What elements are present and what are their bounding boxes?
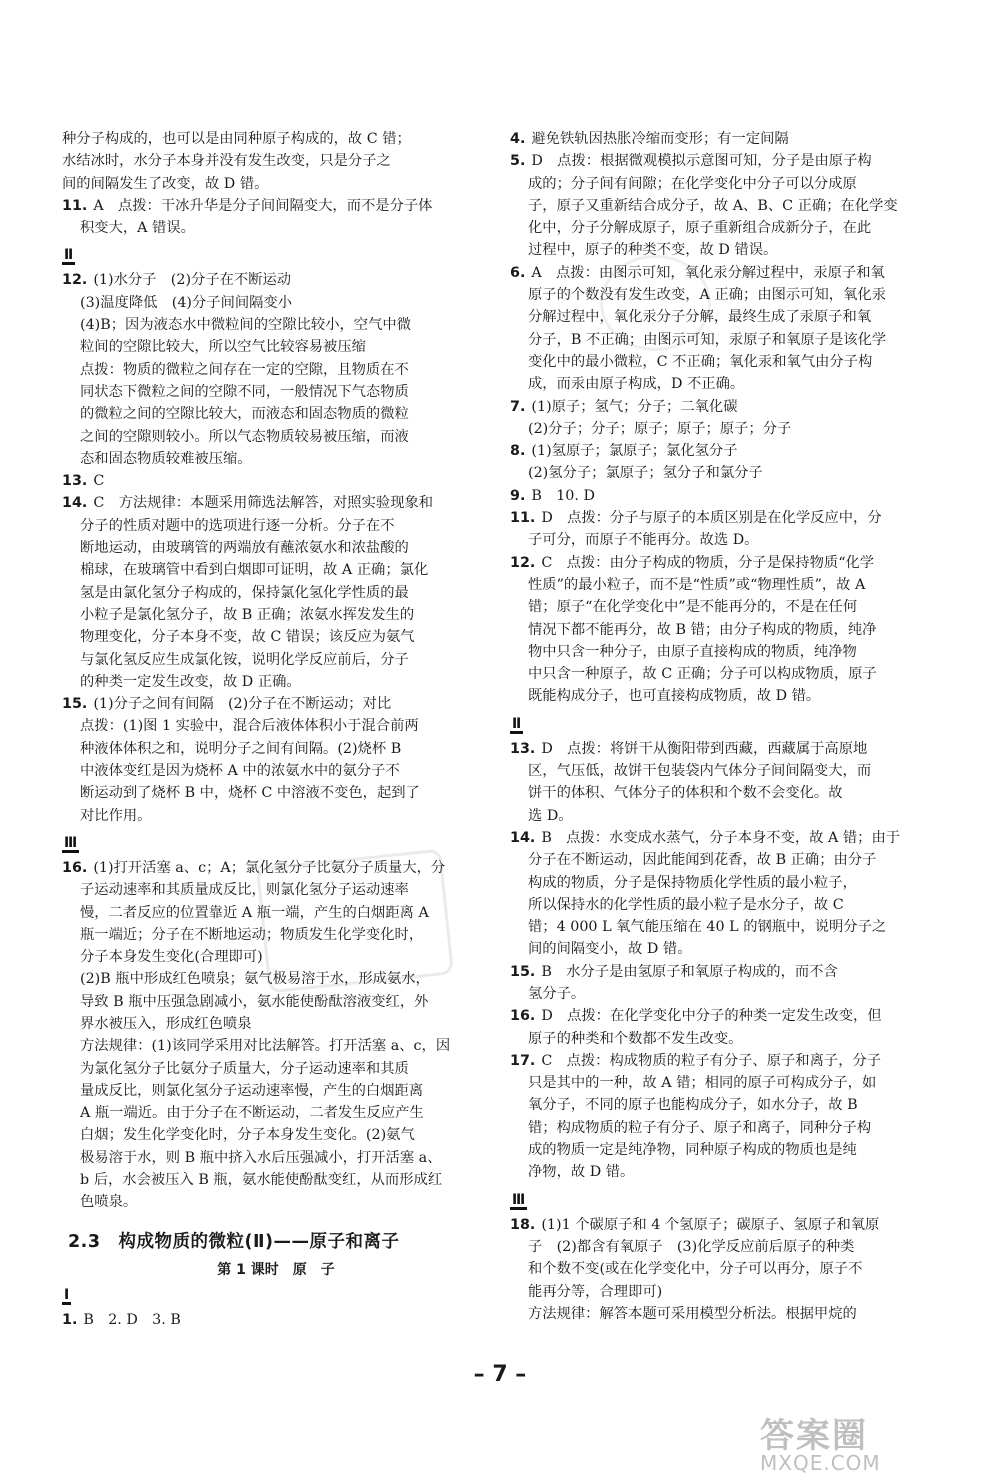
text-line xyxy=(62,559,490,581)
text-line xyxy=(510,1214,940,1236)
line-text: 中液体变红是因为烧杯 A 中的浓氨水中的氨分子不 xyxy=(80,763,400,780)
line-text: 极易溶于水，则 B 瓶中挤入水后压强减小，打开活塞 a、 xyxy=(80,1149,442,1166)
text-line xyxy=(62,738,490,760)
line-text: 同状态下微粒之间的空隙不同，一般情况下气态物质 xyxy=(80,383,409,400)
answer-number: 15. xyxy=(510,963,536,980)
answer-number: 11. xyxy=(510,510,536,527)
line-text: D 点拨：将饼干从衡阳带到西藏，西藏属于高原地 xyxy=(541,740,868,757)
right-column xyxy=(510,128,940,1325)
level-marker xyxy=(510,1190,940,1210)
level-marker xyxy=(510,714,940,734)
line-text: 瓶一端近；分子在不断地运动；物质发生化学变化时， xyxy=(80,926,424,943)
line-text: 点拨：(1)图 1 实验中，混合后液体体积小于混合前两 xyxy=(80,718,419,735)
level-label: Ⅲ xyxy=(64,834,78,851)
text-line xyxy=(62,381,490,403)
line-text: 方法规律：(1)该同学采用对比法解答。打开活塞 a、c，因 xyxy=(80,1038,451,1055)
line-text: 错；原子“在化学变化中”是不能再分的，不是在任何 xyxy=(528,599,858,616)
text-line xyxy=(510,529,940,551)
answer-number: 7. xyxy=(510,398,526,415)
answer-item xyxy=(510,262,940,396)
section-title: 2.3 构成物质的微粒(Ⅱ)——原子和离子 xyxy=(68,1231,400,1252)
text-line xyxy=(510,805,940,827)
text-line xyxy=(62,470,490,492)
line-text: 原子的种类和个数都不发生改变。 xyxy=(528,1030,743,1047)
line-text: 变化中的最小微粒，C 不正确；氧化汞和氧气由分子构 xyxy=(528,353,873,370)
text-line xyxy=(510,351,940,373)
line-text: C xyxy=(93,473,105,490)
level-label: Ⅱ xyxy=(64,247,74,264)
text-line xyxy=(510,827,940,849)
text-line xyxy=(62,492,490,514)
text-block xyxy=(62,128,490,195)
text-line xyxy=(510,217,940,239)
text-line xyxy=(510,760,940,782)
line-text: 慢，二者反应的位置靠近 A 瓶一端，产生的白烟距离 A xyxy=(80,904,429,921)
line-text: (2)氢分子；氯原子；氢分子和氯分子 xyxy=(528,465,763,482)
line-text: 粒间的空隙比较大，所以空气比较容易被压缩 xyxy=(80,339,366,356)
text-line xyxy=(510,306,940,328)
answer-item xyxy=(510,485,940,507)
text-line xyxy=(62,649,490,671)
text-line xyxy=(62,693,490,715)
text-line xyxy=(510,1050,940,1072)
line-text: 方法规律：解答本题可采用模型分析法。根据甲烷的 xyxy=(528,1305,857,1322)
text-line xyxy=(62,604,490,626)
line-text: 与氯化氢反应生成氯化铵，说明化学反应前后，分子 xyxy=(80,651,409,668)
text-line xyxy=(62,582,490,604)
answer-item xyxy=(510,552,940,708)
text-line xyxy=(62,448,490,470)
text-line xyxy=(62,760,490,782)
line-text: B 水分子是由氢原子和氧原子构成的，而不含 xyxy=(541,963,838,980)
text-line xyxy=(510,685,940,707)
answer-item xyxy=(510,827,940,961)
line-text: 成，而汞由原子构成，D 不正确。 xyxy=(528,376,745,393)
answer-number: 16. xyxy=(62,859,88,876)
line-text: 避免铁轨因热胀冷缩而变形；有一定间隔 xyxy=(531,131,789,147)
answer-item xyxy=(510,738,940,827)
answer-number: 18. xyxy=(510,1216,536,1233)
text-line xyxy=(510,195,940,217)
text-line xyxy=(62,359,490,381)
answer-number: 4. xyxy=(510,131,526,147)
line-text: 中只含一种原子，故 C 正确；分子可以构成物质，原子 xyxy=(528,666,877,683)
text-line xyxy=(510,596,940,618)
line-text: 错；4 000 L 氧气能压缩在 40 L 的钢瓶中，说明分子之 xyxy=(528,919,887,936)
text-line xyxy=(510,849,940,871)
text-line xyxy=(510,239,940,261)
text-line xyxy=(510,938,940,960)
text-line xyxy=(510,1094,940,1116)
text-line xyxy=(62,403,490,425)
level-label: Ⅲ xyxy=(512,1191,526,1208)
text-line xyxy=(510,507,940,529)
text-line xyxy=(62,1191,490,1213)
text-line xyxy=(62,292,490,314)
line-text: B 2. D 3. B xyxy=(83,1311,181,1328)
line-text: C 方法规律：本题采用筛选法解答，对照实验现象和 xyxy=(93,495,434,512)
text-line xyxy=(62,991,490,1013)
answer-item xyxy=(510,396,940,441)
answer-number: 11. xyxy=(62,197,88,214)
text-line xyxy=(510,1117,940,1139)
line-text: 错；构成物质的粒子有分子、原子和离子，同种分子构 xyxy=(528,1119,872,1136)
line-text: 点拨：物质的微粒之间存在一定的空隙，且物质在不 xyxy=(80,361,409,378)
text-line xyxy=(510,872,940,894)
answer-item xyxy=(510,1214,940,1325)
line-text: 小粒子是氯化氢分子，故 B 正确；浓氨水挥发发生的 xyxy=(80,606,415,623)
line-text: 原子的个数没有发生改变，A 正确；由图示可知，氧化汞 xyxy=(528,287,886,304)
text-line xyxy=(62,537,490,559)
line-text: 之间的空隙则较小。所以气态物质较易被压缩，而液 xyxy=(80,428,409,445)
text-line xyxy=(62,1147,490,1169)
answer-number: 14. xyxy=(62,495,88,512)
line-text: 子运动速率和其质量成反比，则氯化氢分子运动速率 xyxy=(80,882,409,899)
line-text: 水结冰时，水分子本身并没有发生改变，只是分子之 xyxy=(62,153,391,170)
answer-number: 13. xyxy=(510,740,536,757)
line-text: C 点拨：构成物质的粒子有分子、原子和离子，分子 xyxy=(541,1052,882,1069)
line-text: A 点拨：由图示可知，氧化汞分解过程中，汞原子和氧 xyxy=(531,264,885,281)
line-text: 过程中，原子的种类不变，故 D 错误。 xyxy=(528,242,778,259)
answer-item xyxy=(510,128,940,150)
line-text: 积变大，A 错误。 xyxy=(80,220,195,237)
lesson-title: 第 1 课时 原 子 xyxy=(217,1261,335,1278)
faded-stamp xyxy=(256,849,454,994)
line-text: 净物，故 D 错。 xyxy=(528,1164,635,1181)
left-column xyxy=(62,128,490,1331)
text-line xyxy=(62,314,490,336)
answer-item xyxy=(62,269,490,470)
line-text: (1)分子之间有间隔 (2)分子在不断运动；对比 xyxy=(93,696,392,713)
line-text: 量成反比，则氯化氢分子运动速率慢，产生的白烟距离 xyxy=(80,1082,424,1099)
line-text: 既能构成分子，也可直接构成物质，故 D 错。 xyxy=(528,688,821,705)
line-text: (1)1 个碳原子和 4 个氢原子；碳原子、氢原子和氧原 xyxy=(541,1216,880,1233)
text-line xyxy=(510,1161,940,1183)
text-line xyxy=(62,1102,490,1124)
text-line xyxy=(510,1139,940,1161)
text-line xyxy=(510,329,940,351)
line-text: 分子在不断运动，因此能闻到花香，故 B 正确；由分子 xyxy=(528,852,877,869)
line-text: B 10. D xyxy=(531,487,595,504)
text-line xyxy=(510,284,940,306)
text-line xyxy=(510,782,940,804)
text-line xyxy=(510,1236,940,1258)
line-text: 间的间隔发生了改变，故 D 错。 xyxy=(62,175,269,192)
answer-number: 17. xyxy=(510,1052,536,1069)
text-line xyxy=(62,515,490,537)
text-line xyxy=(510,440,940,462)
line-text: 化中，分子分解成原子，原子重新组合成新分子，在此 xyxy=(528,220,872,237)
text-line xyxy=(62,1169,490,1191)
text-line xyxy=(510,983,940,1005)
text-line xyxy=(510,128,940,150)
line-text: 对比作用。 xyxy=(80,807,152,824)
line-text: (1)氢原子；氯原子；氯化氢分子 xyxy=(531,443,738,460)
level-label: Ⅰ xyxy=(64,1286,70,1303)
answer-number: 6. xyxy=(510,264,526,281)
line-text: 氧分子，不同的原子也能构成分子，如水分子，故 B xyxy=(528,1097,858,1114)
line-text: 间的间隔变小，故 D 错。 xyxy=(528,941,692,958)
text-line xyxy=(62,1058,490,1080)
text-line xyxy=(510,462,940,484)
answer-item xyxy=(510,150,940,261)
answer-item xyxy=(62,693,490,827)
line-text: 白烟；发生化学变化时，分子本身发生变化。(2)氨气 xyxy=(80,1127,415,1144)
line-text: 能再分等，合理即可) xyxy=(528,1283,663,1300)
line-text: D 点拨：在化学变化中分子的种类一定发生改变，但 xyxy=(541,1008,882,1025)
text-line xyxy=(62,195,490,217)
line-text: (1)原子；氢气；分子；二氧化碳 xyxy=(531,398,738,415)
answer-item xyxy=(62,195,490,240)
answer-number: 15. xyxy=(62,696,88,713)
text-line xyxy=(510,373,940,395)
text-line xyxy=(510,619,940,641)
answer-number: 12. xyxy=(510,554,536,571)
line-text: 子可分，而原子不能再分。故选 D。 xyxy=(528,532,759,549)
answer-number: 16. xyxy=(510,1008,536,1025)
line-text: 断运动到了烧杯 B 中，烧杯 C 中溶液不变色，起到了 xyxy=(80,785,420,802)
line-text: 种液体体积之和，说明分子之间有间隔。(2)烧杯 B xyxy=(80,740,402,757)
line-text: D 点拨：分子与原子的本质区别是在化学反应中，分 xyxy=(541,510,882,527)
line-text: (1)打开活塞 a、c；A；氯化氢分子比氨分子质量大，分 xyxy=(93,859,446,876)
answer-number: 8. xyxy=(510,443,526,460)
line-text: 界水被压入，形成红色喷泉 xyxy=(80,1015,252,1032)
answer-item xyxy=(510,961,940,1006)
text-line xyxy=(62,1080,490,1102)
text-line xyxy=(62,1035,490,1057)
watermark-text: 答案圈 xyxy=(760,1416,868,1456)
line-text: 物中只含一种分子，由原子直接构成的物质，纯净物 xyxy=(528,643,857,660)
text-line xyxy=(510,1258,940,1280)
line-text: 区，气压低，故饼干包装袋内气体分子间间隔变大，而 xyxy=(528,763,872,780)
text-line xyxy=(510,1005,940,1027)
text-line xyxy=(62,1124,490,1146)
text-line xyxy=(62,1013,490,1035)
text-line xyxy=(510,961,940,983)
text-line xyxy=(510,552,940,574)
text-line xyxy=(62,336,490,358)
text-line xyxy=(510,150,940,172)
watermark-url: MXQE.COM xyxy=(760,1451,881,1475)
text-line xyxy=(510,1072,940,1094)
line-text: 选 D。 xyxy=(528,807,573,824)
line-text: 子 (2)都含有氧原子 (3)化学反应前后原子的种类 xyxy=(528,1238,855,1255)
text-line xyxy=(510,738,940,760)
text-line xyxy=(62,150,490,172)
answer-number: 1. xyxy=(62,1311,78,1328)
text-line xyxy=(510,418,940,440)
answer-number: 14. xyxy=(510,829,536,846)
line-text: 棉球，在玻璃管中看到白烟即可证明，故 A 正确；氯化 xyxy=(80,562,429,579)
text-line xyxy=(62,426,490,448)
level-marker xyxy=(62,1285,490,1305)
line-text: 成的；分子间有间隙；在化学变化中分子可以分成原 xyxy=(528,175,857,192)
answer-number: 13. xyxy=(62,473,88,490)
text-line xyxy=(62,715,490,737)
text-line xyxy=(62,173,490,195)
text-line xyxy=(510,262,940,284)
line-text: b 后，水会被压入 B 瓶，氨水能使酚酞变红，从而形成红 xyxy=(80,1172,443,1189)
text-line xyxy=(62,782,490,804)
answer-item xyxy=(510,440,940,485)
line-text: 的微粒之间的空隙比较大，而液态和固态物质的微粒 xyxy=(80,406,409,423)
line-text: 子，原子又重新结合成分子，故 A、B、C 正确；在化学变 xyxy=(528,197,898,214)
line-text: 断地运动，由玻璃管的两端放有蘸浓氨水和浓盐酸的 xyxy=(80,540,409,557)
line-text: 氢分子。 xyxy=(528,985,586,1002)
text-line xyxy=(510,641,940,663)
text-line xyxy=(510,173,940,195)
line-text: (2)B 瓶中形成红色喷泉；氨气极易溶于水，形成氨水， xyxy=(80,971,430,988)
text-line xyxy=(510,894,940,916)
text-line xyxy=(62,128,490,150)
text-line xyxy=(510,663,940,685)
line-text: 分子本身发生变化(合理即可) xyxy=(80,949,263,966)
text-line xyxy=(510,1303,940,1325)
line-text: 分子，B 不正确；由图示可知，汞原子和氧原子是该化学 xyxy=(528,331,887,348)
answer-number: 9. xyxy=(510,487,526,504)
line-text: 和个数不变(或在化学变化中，分子可以再分，原子不 xyxy=(528,1261,863,1278)
line-text: (4)B；因为液态水中微粒间的空隙比较小，空气中微 xyxy=(80,317,411,334)
line-text: 情况下都不能再分，故 B 错；由分子构成的物质，纯净 xyxy=(528,621,877,638)
line-text: 只是其中的一种，故 A 错；相同的原子可构成分子，如 xyxy=(528,1075,877,1092)
line-text: (3)温度降低 (4)分子间间隔变小 xyxy=(80,294,293,311)
line-text: C 点拨：由分子构成的物质，分子是保持物质“化学 xyxy=(541,554,875,571)
line-text: 分解过程中，氧化汞分子分解，最终生成了汞原子和氧 xyxy=(528,309,872,326)
text-line xyxy=(510,1028,940,1050)
line-text: 构成的物质，分子是保持物质化学性质的最小粒子， xyxy=(528,874,857,891)
text-line xyxy=(510,485,940,507)
answer-item xyxy=(510,507,940,552)
line-text: B 点拨：水变成水蒸气，分子本身不变，故 A 错；由于 xyxy=(541,829,901,846)
line-text: 的种类一定发生改变，故 D 正确。 xyxy=(80,673,301,690)
line-text: 所以保持水的化学性质的最小粒子是水分子，故 C xyxy=(528,896,844,913)
answer-number: 5. xyxy=(510,153,526,170)
text-line xyxy=(510,574,940,596)
answer-item xyxy=(62,1309,490,1331)
line-text: A 瓶一端近。由于分子在不断运动，二者发生反应产生 xyxy=(80,1105,424,1122)
text-line xyxy=(62,217,490,239)
text-line xyxy=(62,269,490,291)
faded-stamp xyxy=(600,255,711,351)
line-text: 成的物质一定是纯净物，同种原子构成的物质也是纯 xyxy=(528,1142,857,1159)
text-line xyxy=(510,916,940,938)
line-text: 物理变化，分子本身不变，故 C 错误；该反应为氨气 xyxy=(80,629,415,646)
line-text: 性质”的最小粒子，而不是“性质”或“物理性质”，故 A xyxy=(528,576,866,593)
text-line xyxy=(62,1309,490,1331)
line-text: D 点拨：根据微观模拟示意图可知，分子是由原子构 xyxy=(531,153,872,170)
text-line xyxy=(510,1281,940,1303)
answer-number: 12. xyxy=(62,272,88,289)
line-text: 色喷泉。 xyxy=(80,1194,138,1211)
line-text: (2)分子；分子；原子；原子；原子；分子 xyxy=(528,420,792,437)
line-text: A 点拨：干冰升华是分子间间隔变大，而不是分子体 xyxy=(93,197,433,214)
line-text: 导致 B 瓶中压强急剧减小，氨水能使酚酞溶液变红，外 xyxy=(80,993,429,1010)
line-text: 饼干的体积、气体分子的体积和个数不会变化。故 xyxy=(528,785,843,802)
line-text: 种分子构成的，也可以是由同种原子构成的，故 C 错； xyxy=(62,131,411,147)
line-text: 为氯化氢分子比氨分子质量大，分子运动速率和其质 xyxy=(80,1060,409,1077)
page-number: – 7 – xyxy=(473,1362,527,1387)
answer-item xyxy=(510,1050,940,1184)
line-text: 态和固态物质较难被压缩。 xyxy=(80,450,252,467)
text-line xyxy=(510,396,940,418)
text-line xyxy=(62,626,490,648)
answer-item xyxy=(62,470,490,492)
watermark-logo xyxy=(760,1408,928,1475)
line-text: 氢是由氯化氢分子构成的，保持氯化氢化学性质的最 xyxy=(80,584,409,601)
line-text: (1)水分子 (2)分子在不断运动 xyxy=(93,272,292,289)
text-line xyxy=(62,805,490,827)
answer-item xyxy=(62,492,490,693)
level-label: Ⅱ xyxy=(512,715,522,732)
text-line xyxy=(62,671,490,693)
level-marker xyxy=(62,245,490,265)
line-text: 分子的性质对题中的选项进行逐一分析。分子在不 xyxy=(80,517,395,534)
answer-item xyxy=(510,1005,940,1050)
